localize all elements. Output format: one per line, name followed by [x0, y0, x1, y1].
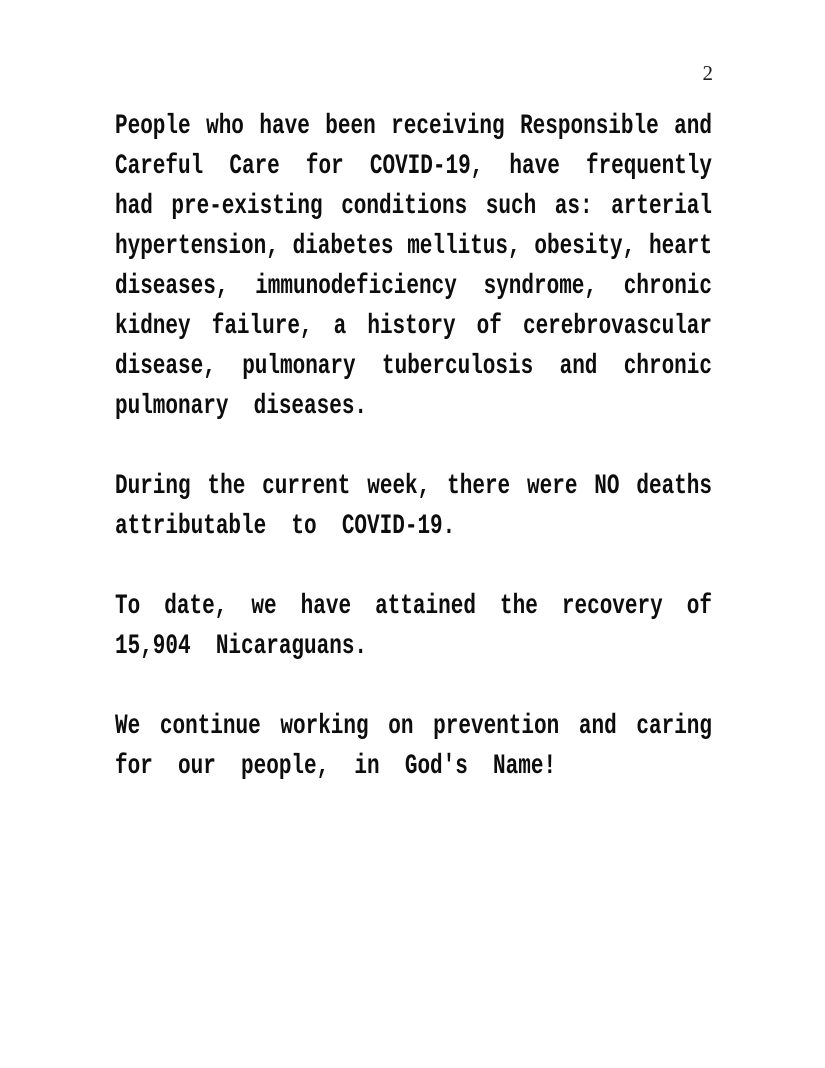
- paragraph-3: [115, 587, 712, 667]
- text-line: kidney failure, a history of cerebrovascular: [115, 311, 712, 342]
- text-line: We continue working on prevention and caring: [115, 711, 712, 742]
- text-line: To date, we have attained the recovery of: [115, 591, 712, 622]
- document-content: [115, 107, 712, 827]
- text-line: During the current week, there were NO deaths: [115, 471, 712, 502]
- text-line: diseases, immunodeficiency syndrome, chronic: [115, 271, 712, 302]
- text-line: disease, pulmonary tuberculosis and chronic: [115, 351, 712, 382]
- page-number: 2: [702, 61, 713, 85]
- paragraph-4: [115, 707, 712, 787]
- text-line: People who have been receiving Responsible and: [115, 111, 712, 142]
- text-line: had pre-existing conditions such as: arterial: [115, 191, 712, 222]
- text-line: hypertension, diabetes mellitus, obesity, heart: [115, 231, 712, 262]
- text-line: 15,904 Nicaraguans.: [115, 631, 368, 662]
- text-line: pulmonary diseases.: [115, 391, 368, 422]
- paragraph-2: [115, 467, 712, 547]
- text-line: for our people, in God's Name!: [115, 751, 557, 782]
- paragraph-1: [115, 107, 712, 427]
- text-line: attributable to COVID-19.: [115, 511, 456, 542]
- text-line: Careful Care for COVID-19, have frequently: [115, 151, 712, 182]
